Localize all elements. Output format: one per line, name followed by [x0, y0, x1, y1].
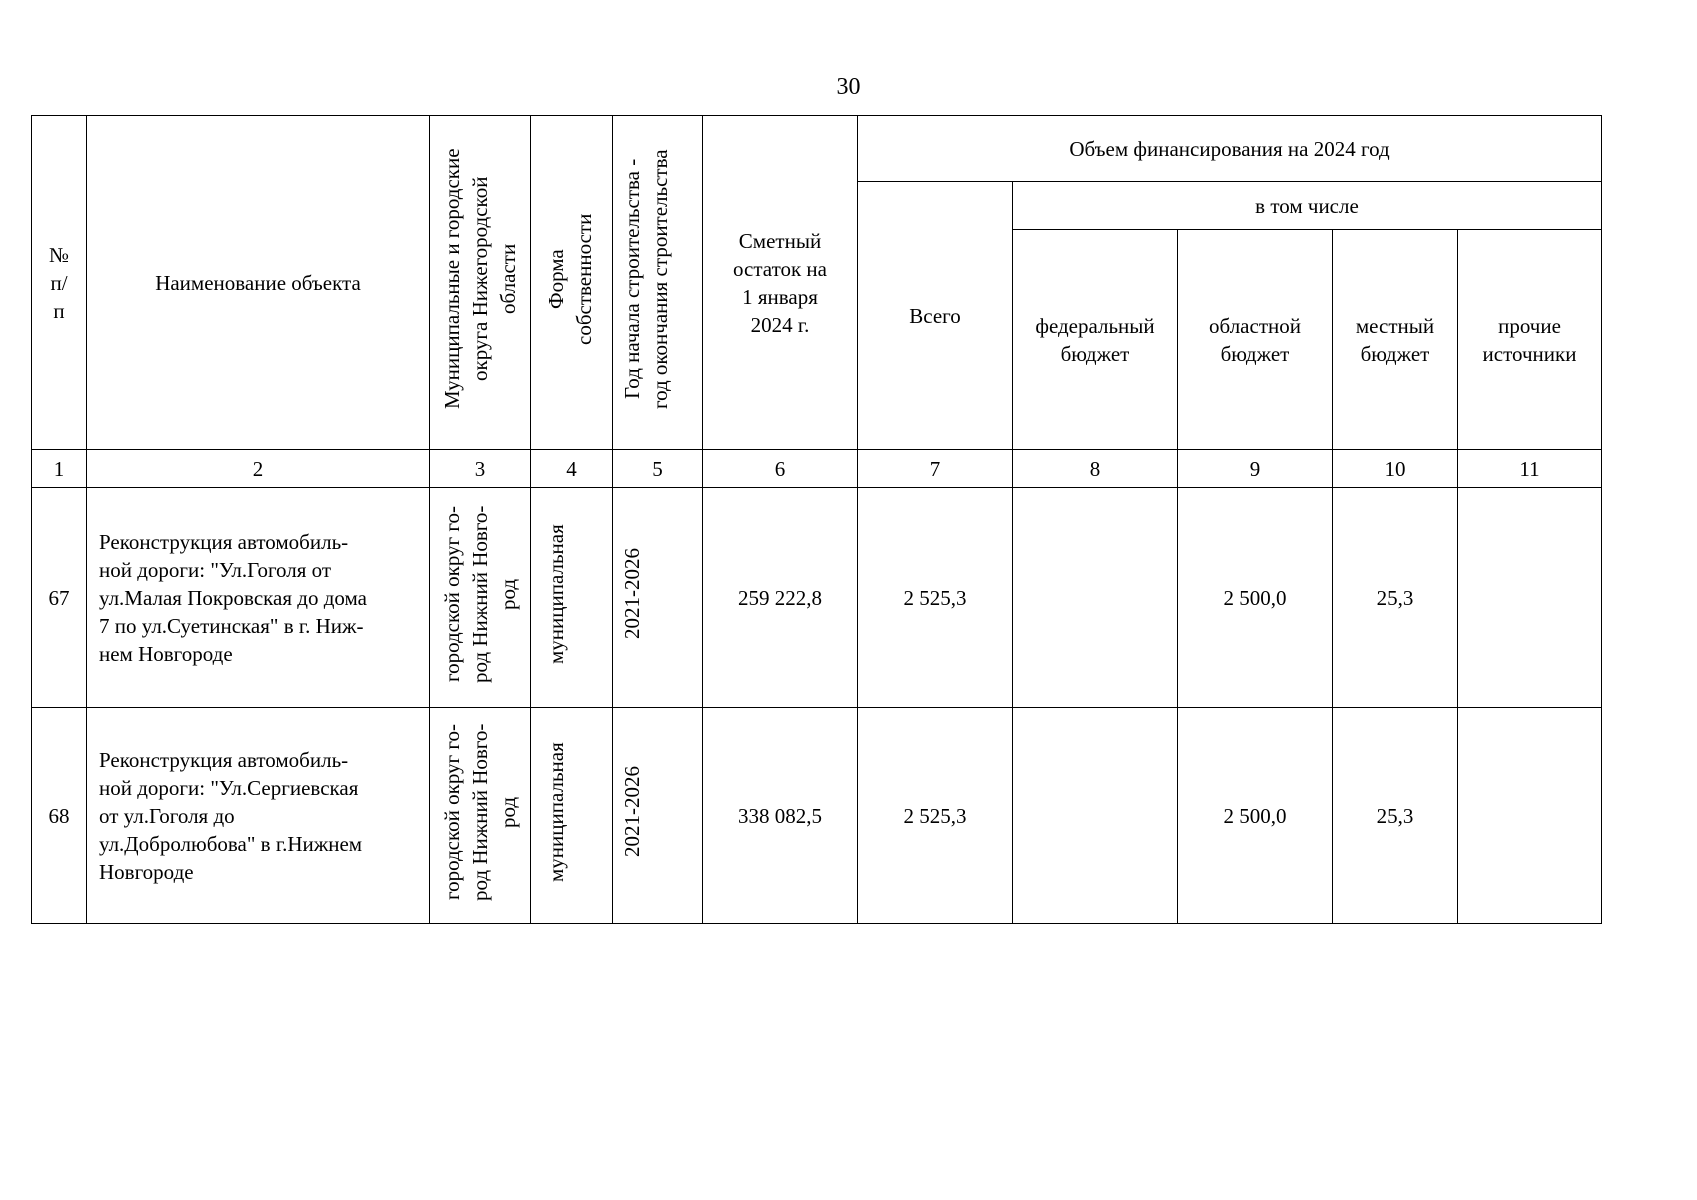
column-number-2: 2 [87, 450, 430, 488]
column-number-8: 8 [1013, 450, 1178, 488]
column-number-3: 3 [430, 450, 531, 488]
header-object-name [87, 116, 430, 450]
header-ownership [531, 116, 613, 450]
column-number-4: 4 [531, 450, 613, 488]
column-number-6: 6 [703, 450, 858, 488]
header-row-1 [32, 116, 1602, 182]
funding-total: 2 525,3 [858, 488, 1013, 708]
header-including-label: в том числе [1255, 193, 1359, 218]
funding-federal [1013, 708, 1178, 924]
object-name: Реконструкция автомобиль- ной дороги: "Ул.Гоголя от ул.Малая Покровская до дома 7 по ул.Суетинская" в г. Ниж- нем Новгороде [99, 529, 367, 666]
header-number [32, 116, 87, 450]
column-number-5: 5 [613, 450, 703, 488]
header-local-label: местный бюджет [1355, 313, 1435, 366]
ownership: муниципальная [543, 524, 568, 664]
header-municipality [430, 116, 531, 450]
municipality-cell [430, 708, 531, 924]
funding-local: 25,3 [1333, 488, 1458, 708]
construction-years: 2021-2026 [619, 766, 644, 858]
financing-table [31, 115, 1602, 924]
years-cell [613, 488, 703, 708]
municipality: городской округ го- род Нижний Новго- род [439, 723, 520, 901]
header-including [1013, 182, 1602, 230]
funding-federal [1013, 488, 1178, 708]
header-number-label: № п/ п [48, 242, 70, 323]
column-number-9: 9 [1178, 450, 1333, 488]
object-name: Реконструкция автомобиль- ной дороги: "Ул.Сергиевская от ул.Гоголя до ул.Добролюбова" в г.Нижнем Новгороде [99, 747, 363, 884]
header-local [1333, 230, 1458, 450]
header-municipality-label: Муниципальные и городские округа Нижегородской области [439, 148, 520, 410]
column-number-10: 10 [1333, 450, 1458, 488]
header-other [1458, 230, 1602, 450]
header-estimate-remainder-label: Сметный остаток на 1 января 2024 г. [733, 228, 827, 337]
funding-other [1458, 488, 1602, 708]
header-total [858, 182, 1013, 450]
page-number: 30 [836, 74, 861, 100]
header-regional-label: областной бюджет [1209, 313, 1301, 366]
header-regional [1178, 230, 1333, 450]
column-number-7: 7 [858, 450, 1013, 488]
funding-local: 25,3 [1333, 708, 1458, 924]
funding-regional: 2 500,0 [1178, 488, 1333, 708]
header-funding-title-label: Объем финансирования на 2024 год [1069, 136, 1390, 161]
municipality: городской округ го- род Нижний Новго- род [439, 505, 520, 683]
table-row [32, 708, 1602, 924]
table-row [32, 488, 1602, 708]
header-federal [1013, 230, 1178, 450]
object-name-cell [87, 708, 430, 924]
ownership-cell [531, 488, 613, 708]
row-number: 67 [32, 488, 87, 708]
column-number-1: 1 [32, 450, 87, 488]
construction-years: 2021-2026 [619, 548, 644, 640]
estimate-remainder: 259 222,8 [703, 488, 858, 708]
row-number: 68 [32, 708, 87, 924]
header-total-label: Всего [909, 303, 961, 328]
ownership-cell [531, 708, 613, 924]
header-construction-years [613, 116, 703, 450]
header-construction-years-label: Год начала строительства - год окончания строительства [619, 149, 672, 409]
years-cell [613, 708, 703, 924]
column-number-row [32, 450, 1602, 488]
header-federal-label: федеральный бюджет [1035, 313, 1155, 366]
header-estimate-remainder [703, 116, 858, 450]
funding-other [1458, 708, 1602, 924]
ownership: муниципальная [543, 742, 568, 882]
municipality-cell [430, 488, 531, 708]
header-object-name-label: Наименование объекта [155, 270, 361, 295]
object-name-cell [87, 488, 430, 708]
estimate-remainder: 338 082,5 [703, 708, 858, 924]
header-funding-title [858, 116, 1602, 182]
header-other-label: прочие источники [1482, 313, 1577, 366]
header-ownership-label: Форма собственности [543, 213, 596, 345]
column-number-11: 11 [1458, 450, 1602, 488]
funding-regional: 2 500,0 [1178, 708, 1333, 924]
funding-total: 2 525,3 [858, 708, 1013, 924]
